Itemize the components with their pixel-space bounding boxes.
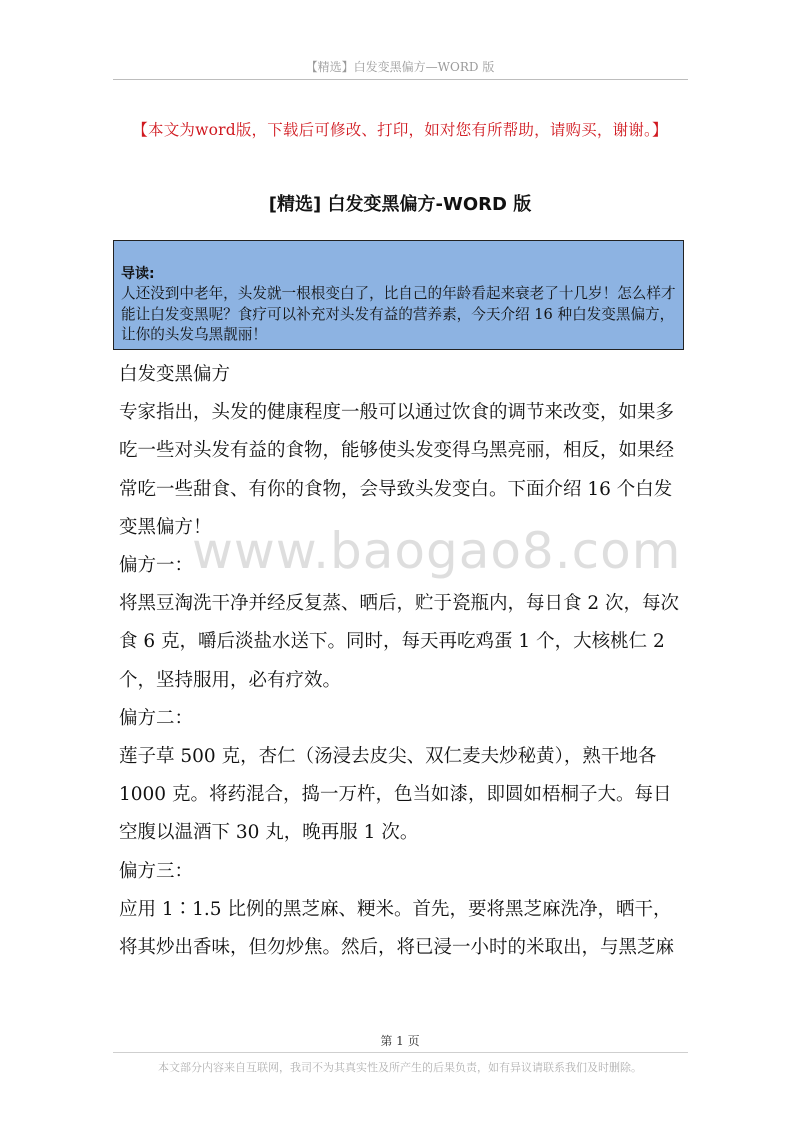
- document-title: [精选] 白发变黑偏方-WORD 版: [268, 194, 532, 215]
- watermark: www.baogao8.com: [192, 522, 682, 580]
- remedy-heading-3: 偏方三：: [119, 860, 194, 882]
- download-notice: 【本文为word版，下载后可修改、打印，如对您有所帮助，请购买，谢谢。】: [132, 121, 668, 139]
- remedy-heading-2: 偏方二：: [119, 707, 194, 729]
- remedy-paragraph-2: 莲子草 500 克，杏仁（汤浸去皮尖、双仁麦夫炒秘黄），熟干地各 1000 克。将药混合，捣一万杵，色当如漆，即圆如梧桐子大。每日空腹以温酒下 30 丸，晚再服 1 次。: [119, 746, 672, 844]
- guide-label: 导读:: [121, 266, 155, 282]
- remedy-paragraph-1: 将黑豆淘洗干净并经反复蒸、晒后，贮于瓷瓶内，每日食 2 次，每次食 6 克，嚼后淡盐水送下。同时，每天再吃鸡蛋 1 个，大核桃仁 2 个，坚持服用，必有疗效。: [119, 593, 680, 691]
- remedy-paragraph-3: 应用 1∶1.5 比例的黑芝麻、粳米。首先，要将黑芝麻洗净，晒干，将其炒出香味，但勿炒焦。然后，将已浸一小时的米取出，与黑芝麻: [119, 898, 675, 959]
- intro-paragraph: 专家指出，头发的健康程度一般可以通过饮食的调节来改变，如果多吃一些对头发有益的食物，能够使头发变得乌黑亮丽，相反，如果经常吃一些甜食、有你的食物，会导致头发变白。下面介绍 16 个白发变黑偏方！: [119, 402, 675, 538]
- section-heading: 白发变黑偏方: [119, 364, 231, 385]
- guide-box: [113, 240, 684, 350]
- page-number: 第 1 页: [380, 1034, 420, 1048]
- remedy-heading-1: 偏方一：: [119, 555, 194, 577]
- running-header: 【精选】白发变黑偏方—WORD 版: [305, 60, 495, 74]
- footer-disclaimer: 本文部分内容来自互联网，我司不为其真实性及所产生的后果负责，如有异议请联系我们及时删除。: [158, 1061, 642, 1074]
- guide-text: 人还没到中老年，头发就一根根变白了，比自己的年龄看起来衰老了十几岁！怎么样才能让白发变黑呢？食疗可以补充对头发有益的营养素，今天介绍 16 种白发变黑偏方，让你的头发乌黑靓丽！: [121, 285, 676, 343]
- footer-divider: [113, 1052, 688, 1053]
- article-body: [119, 356, 685, 967]
- header-divider: [113, 79, 688, 80]
